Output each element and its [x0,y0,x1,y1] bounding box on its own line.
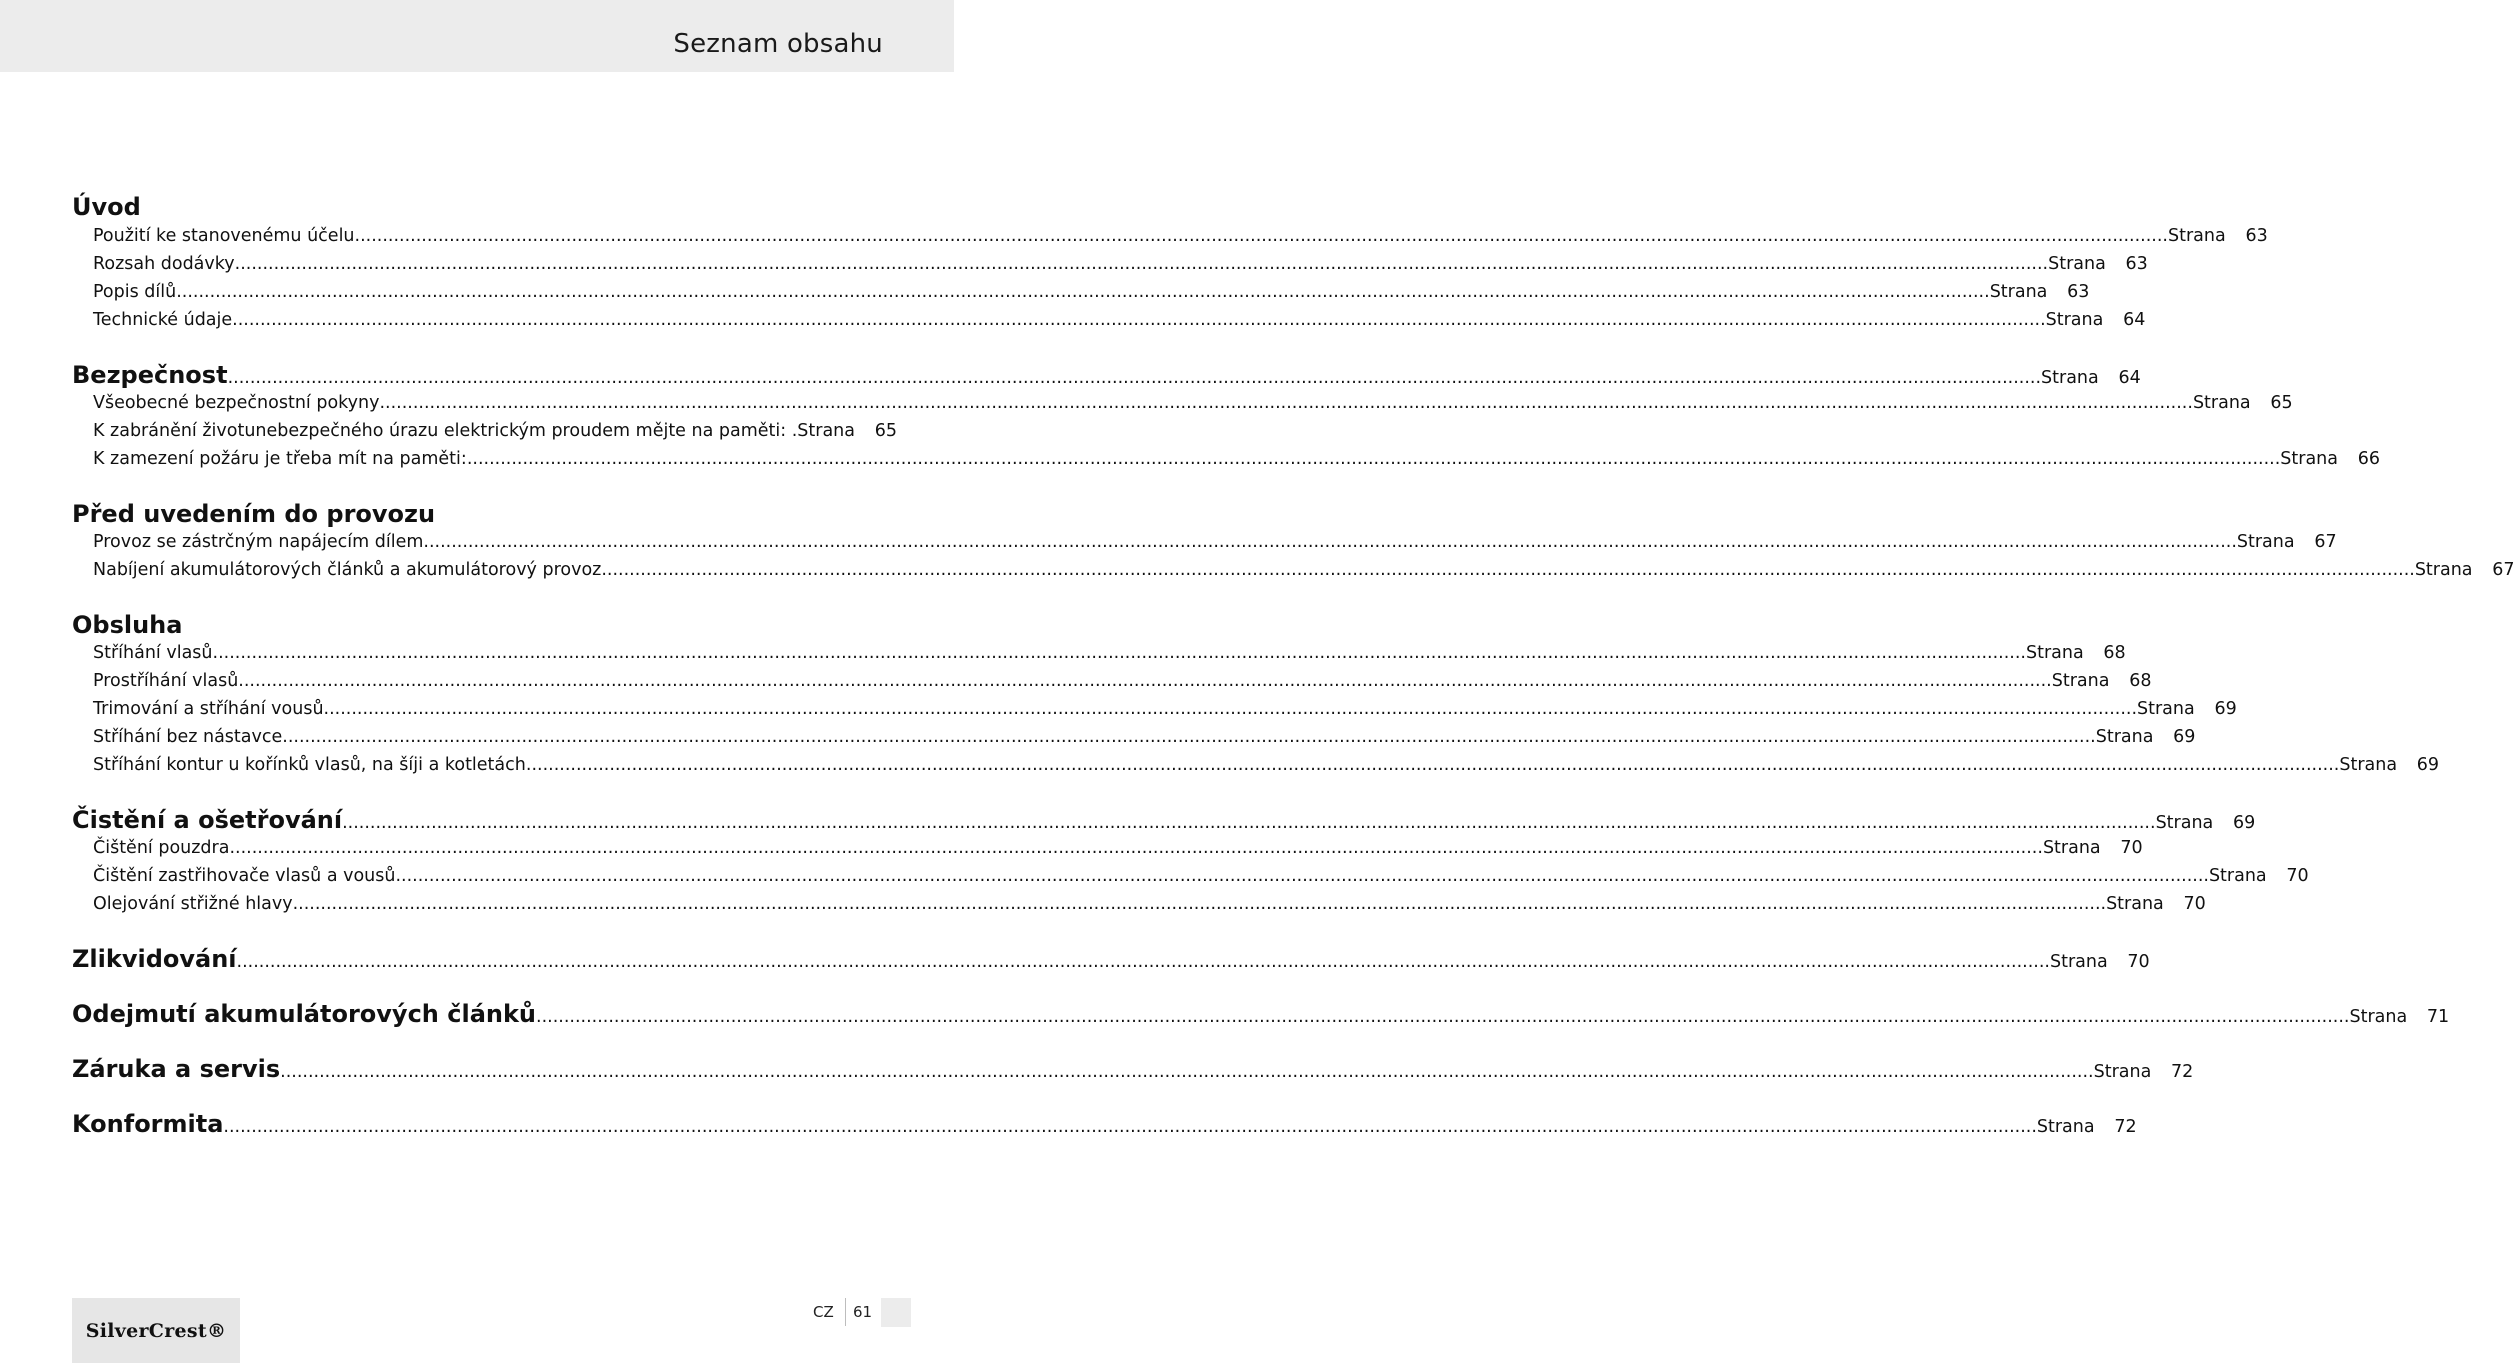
toc-entry[interactable] [72,306,2146,334]
entry-label: Stříhání kontur u kořínků vlasů, na šíji a kotletách [93,755,526,775]
page-number: 69 [2214,699,2237,719]
entry-label: Stříhání vlasů [93,643,213,663]
page-word: Strana [2051,671,2110,691]
page-number: 72 [2171,1062,2194,1082]
dot-leader [235,250,2048,278]
page-number: 69 [2233,813,2256,833]
dot-leader [467,445,2280,473]
dot-leader [293,890,2106,918]
section-title: Obsluha [72,611,183,639]
section-title: Před uvedením do provozu [72,500,436,528]
section-title: Odejmutí akumulátorových článků [72,1000,537,1028]
entry-label: Trimování a stříhání vousů [93,699,324,719]
page-word: Strana [2168,226,2226,246]
toc-section-konformita[interactable] [72,1110,2137,1138]
toc-entry[interactable] [72,890,2206,918]
dot-leader [601,556,2414,584]
toc-entry[interactable] [72,278,2090,306]
toc-entry[interactable] [72,222,2268,250]
page-number: 70 [2183,894,2206,914]
dot-leader [213,639,2026,667]
brand-logo-text: SilverCrest® [85,1319,227,1342]
footer-divider [845,1298,846,1326]
page-word: Strana [2349,1007,2408,1027]
page-word: Strana [2041,368,2099,388]
toc-section-uvod [72,192,878,222]
dot-leader [423,528,2236,556]
brand-logo [72,1298,240,1363]
toc-entry[interactable] [72,556,2515,584]
page-word: Strana [2414,560,2473,580]
page-number: 63 [2245,226,2268,246]
page-word: Strana [2093,1062,2152,1082]
toc-section-cisteni[interactable] [72,806,2256,834]
table-of-contents [72,192,2515,1138]
page-number: 64 [2123,310,2146,330]
toc-section-zlikvidovani[interactable] [72,945,2150,973]
entry-label: K zamezení požáru je třeba mít na paměti: [93,449,467,469]
dot-leader [536,1003,2349,1031]
entry-label: Stříhání bez nástavce [93,727,283,747]
entry-label: Nabíjení akumulátorových článků a akumulátorový provoz [93,560,602,580]
page-word: Strana [2036,1117,2095,1137]
page-word: Strana [2155,813,2214,833]
page-number-footer: 61 [853,1303,873,1321]
entry-label: Všeobecné bezpečnostní pokyny [93,393,380,413]
page-word: Strana [2208,866,2267,886]
section-title: Čistění a ošetřování [72,806,343,834]
toc-section-bezpecnost[interactable] [72,361,2141,389]
toc-entry[interactable] [72,445,2380,473]
toc-section-obsluha [72,611,878,639]
entry-label: Použití ke stanovenému účelu [93,226,355,246]
dot-leader [176,278,1989,306]
section-title: Konformita [72,1110,224,1138]
page-number: 68 [2129,671,2152,691]
entry-label: Prostříhání vlasů [93,671,239,691]
toc-entry[interactable] [72,834,2143,862]
page-word: Strana [1989,282,2048,302]
toc-entry[interactable] [72,639,2126,667]
dot-leader [238,667,2051,695]
dot-leader [223,1113,2036,1141]
dot-leader [280,1058,2093,1086]
page-title: Seznam obsahu [673,29,883,59]
language-code: CZ [813,1303,834,1321]
page-number: 67 [2492,560,2515,580]
page-number: 70 [2120,838,2143,858]
entry-label: K zabránění životunebezpečného úrazu elektrickým proudem mějte na paměti: . [93,421,798,441]
toc-entry[interactable] [72,528,2337,556]
section-title: Zlikvidování [72,945,237,973]
toc-entry[interactable] [72,751,2440,779]
dot-leader [237,948,2050,976]
dot-leader [282,723,2095,751]
entry-label: Rozsah dodávky [93,254,235,274]
page-word: Strana [2049,952,2108,972]
page-word: Strana [2095,727,2154,747]
page-number: 65 [2270,393,2293,413]
page-word: Strana [2106,894,2164,914]
toc-entry[interactable] [72,862,2309,890]
dot-leader [228,364,2041,392]
page-number: 68 [2103,643,2126,663]
page-number: 63 [2125,254,2148,274]
dot-leader [232,306,2045,334]
page-number: 70 [2286,866,2309,886]
page-word: Strana [2042,838,2101,858]
page-number: 65 [874,421,897,441]
toc-entry[interactable] [72,695,2237,723]
entry-label: Čištění pouzdra [93,838,230,858]
page-word: Strana [2192,393,2251,413]
entry-label: Popis dílů [93,282,177,302]
page-number: 64 [2118,368,2141,388]
page-number: 69 [2173,727,2196,747]
toc-entry[interactable] [72,417,897,445]
page-word: Strana [797,421,855,441]
page-number: 72 [2114,1117,2137,1137]
page-word: Strana [2045,310,2104,330]
page-word: Strana [2339,755,2398,775]
dot-leader [395,862,2208,890]
toc-entry[interactable] [72,723,2196,751]
page-number: 66 [2357,449,2380,469]
dot-leader [324,695,2137,723]
toc-entry[interactable] [72,250,2148,278]
entry-label: Čištění zastřihovače vlasů a vousů [93,866,396,886]
page-word: Strana [2280,449,2338,469]
toc-section-pred-uvedenim [72,500,878,528]
entry-label: Olejování střižné hlavy [93,894,293,914]
page-word: Strana [2048,254,2106,274]
section-title: Záruka a servis [72,1055,281,1083]
toc-entry[interactable] [72,667,2152,695]
toc-entry[interactable] [72,389,2293,417]
section-title: Úvod [72,193,141,221]
entry-label: Technické údaje [93,310,233,330]
page-number: 63 [2067,282,2090,302]
footer-tab [881,1298,911,1327]
page-number: 69 [2416,755,2440,775]
dot-leader [355,222,2168,250]
entry-label: Provoz se zástrčným napájecím dílem [93,532,424,552]
page-number: 70 [2127,952,2150,972]
page-word: Strana [2236,532,2295,552]
page-number: 67 [2314,532,2337,552]
dot-leader [229,834,2042,862]
dot-leader [342,809,2155,837]
dot-leader [526,751,2339,779]
dot-leader [379,389,2192,417]
toc-section-zaruka[interactable] [72,1055,2194,1083]
page-word: Strana [2025,643,2084,663]
section-title: Bezpečnost [72,361,228,389]
page-word: Strana [2137,699,2195,719]
page-number: 71 [2426,1007,2450,1027]
toc-section-odejmuti[interactable] [72,1000,2450,1028]
